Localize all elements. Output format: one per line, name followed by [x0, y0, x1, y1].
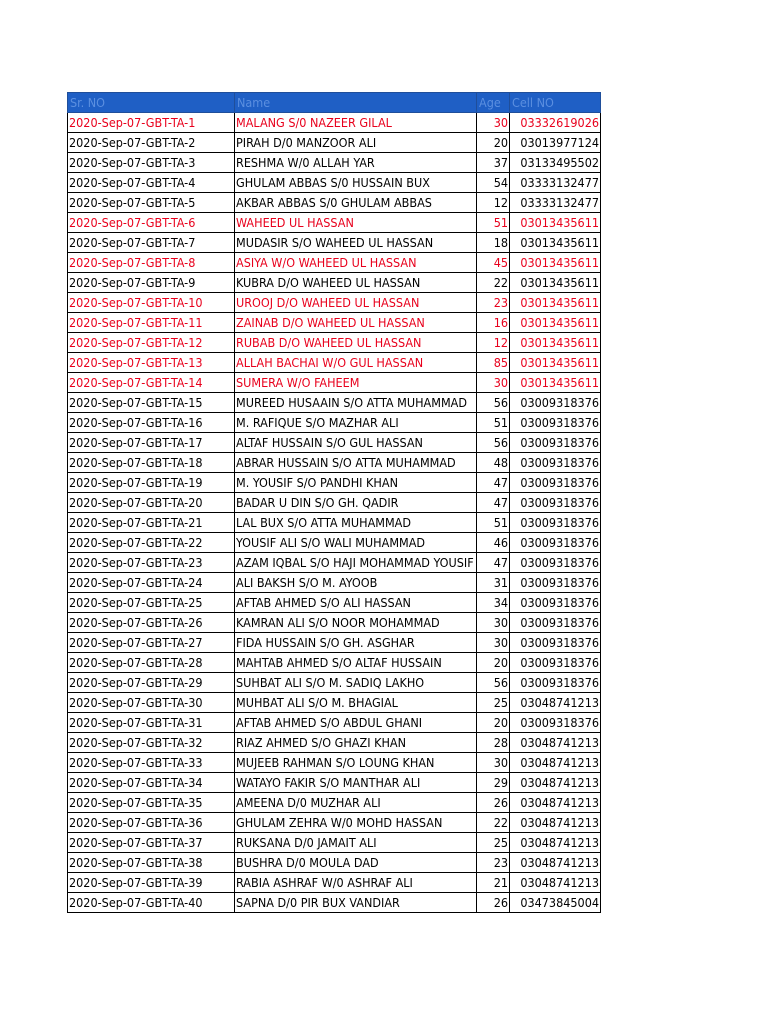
cell-age[interactable]: 31	[477, 573, 510, 593]
cell-phone[interactable]: 03009318376	[510, 473, 601, 493]
cell-phone[interactable]: 03009318376	[510, 513, 601, 533]
cell-age[interactable]: 30	[477, 113, 510, 133]
cell-name[interactable]: WAHEED UL HASSAN	[235, 213, 477, 233]
cell-sr-no[interactable]: 2020-Sep-07-GBT-TA-29	[68, 673, 235, 693]
cell-age[interactable]: 54	[477, 173, 510, 193]
cell-age[interactable]: 56	[477, 673, 510, 693]
table-body	[68, 113, 601, 913]
cell-age[interactable]: 34	[477, 593, 510, 613]
cell-name[interactable]: AFTAB AHMED S/O ALI HASSAN	[235, 593, 477, 613]
cell-phone[interactable]: 03009318376	[510, 493, 601, 513]
cell-age[interactable]: 30	[477, 613, 510, 633]
cell-name[interactable]: ALLAH BACHAI W/O GUL HASSAN	[235, 353, 477, 373]
table-row	[68, 753, 601, 773]
cell-sr-no[interactable]: 2020-Sep-07-GBT-TA-31	[68, 713, 235, 733]
cell-sr-no[interactable]: 2020-Sep-07-GBT-TA-8	[68, 253, 235, 273]
table-row	[68, 173, 601, 193]
cell-name[interactable]: AZAM IQBAL S/O HAJI MOHAMMAD YOUSIF	[235, 553, 477, 573]
cell-name[interactable]: SUMERA W/O FAHEEM	[235, 373, 477, 393]
cell-phone[interactable]: 03048741213	[510, 813, 601, 833]
cell-age[interactable]: 47	[477, 493, 510, 513]
cell-name[interactable]: RABIA ASHRAF W/0 ASHRAF ALI	[235, 873, 477, 893]
cell-age[interactable]: 16	[477, 313, 510, 333]
cell-age[interactable]: 30	[477, 373, 510, 393]
cell-sr-no[interactable]: 2020-Sep-07-GBT-TA-7	[68, 233, 235, 253]
cell-sr-no[interactable]: 2020-Sep-07-GBT-TA-27	[68, 633, 235, 653]
cell-name[interactable]: ABRAR HUSSAIN S/O ATTA MUHAMMAD	[235, 453, 477, 473]
cell-sr-no[interactable]: 2020-Sep-07-GBT-TA-13	[68, 353, 235, 373]
table-row	[68, 233, 601, 253]
cell-phone[interactable]: 03048741213	[510, 793, 601, 813]
table-row	[68, 553, 601, 573]
cell-sr-no[interactable]: 2020-Sep-07-GBT-TA-2	[68, 133, 235, 153]
table-row	[68, 333, 601, 353]
cell-phone[interactable]: 03013435611	[510, 373, 601, 393]
cell-name[interactable]: AKBAR ABBAS S/0 GHULAM ABBAS	[235, 193, 477, 213]
cell-phone[interactable]: 03013435611	[510, 273, 601, 293]
cell-name[interactable]: ASIYA W/O WAHEED UL HASSAN	[235, 253, 477, 273]
cell-phone[interactable]: 03013435611	[510, 233, 601, 253]
table-row	[68, 533, 601, 553]
cell-age[interactable]: 23	[477, 293, 510, 313]
table-row	[68, 133, 601, 153]
cell-sr-no[interactable]: 2020-Sep-07-GBT-TA-5	[68, 193, 235, 213]
table-row	[68, 613, 601, 633]
cell-name[interactable]: MUDASIR S/O WAHEED UL HASSAN	[235, 233, 477, 253]
table-row	[68, 513, 601, 533]
cell-sr-no[interactable]: 2020-Sep-07-GBT-TA-39	[68, 873, 235, 893]
cell-sr-no[interactable]: 2020-Sep-07-GBT-TA-40	[68, 893, 235, 913]
cell-sr-no[interactable]: 2020-Sep-07-GBT-TA-32	[68, 733, 235, 753]
cell-phone[interactable]: 03009318376	[510, 593, 601, 613]
table-row	[68, 393, 601, 413]
table-row	[68, 273, 601, 293]
cell-phone[interactable]: 03332619026	[510, 113, 601, 133]
table-row	[68, 873, 601, 893]
cell-age[interactable]: 56	[477, 393, 510, 413]
table-row	[68, 113, 601, 133]
cell-sr-no[interactable]: 2020-Sep-07-GBT-TA-21	[68, 513, 235, 533]
cell-phone[interactable]: 03009318376	[510, 533, 601, 553]
cell-sr-no[interactable]: 2020-Sep-07-GBT-TA-15	[68, 393, 235, 413]
cell-age[interactable]: 51	[477, 413, 510, 433]
cell-name[interactable]: UROOJ D/O WAHEED UL HASSAN	[235, 293, 477, 313]
cell-phone[interactable]: 03013435611	[510, 353, 601, 373]
table-row	[68, 893, 601, 913]
cell-age[interactable]: 30	[477, 753, 510, 773]
cell-name[interactable]: ALI BAKSH S/O M. AYOOB	[235, 573, 477, 593]
cell-age[interactable]: 20	[477, 133, 510, 153]
cell-sr-no[interactable]: 2020-Sep-07-GBT-TA-14	[68, 373, 235, 393]
table-row	[68, 293, 601, 313]
table-row	[68, 773, 601, 793]
cell-age[interactable]: 25	[477, 833, 510, 853]
cell-phone[interactable]: 03048741213	[510, 873, 601, 893]
table-row	[68, 433, 601, 453]
cell-phone[interactable]: 03009318376	[510, 653, 601, 673]
cell-name[interactable]: PIRAH D/0 MANZOOR ALI	[235, 133, 477, 153]
cell-age[interactable]: 12	[477, 333, 510, 353]
cell-phone[interactable]: 03013435611	[510, 213, 601, 233]
cell-name[interactable]: KAMRAN ALI S/O NOOR MOHAMMAD	[235, 613, 477, 633]
cell-name[interactable]: LAL BUX S/O ATTA MUHAMMAD	[235, 513, 477, 533]
cell-name[interactable]: MUJEEB RAHMAN S/O LOUNG KHAN	[235, 753, 477, 773]
cell-age[interactable]: 37	[477, 153, 510, 173]
cell-name[interactable]: RESHMA W/0 ALLAH YAR	[235, 153, 477, 173]
cell-phone[interactable]: 03009318376	[510, 433, 601, 453]
cell-name[interactable]: ZAINAB D/O WAHEED UL HASSAN	[235, 313, 477, 333]
cell-phone[interactable]: 03009318376	[510, 413, 601, 433]
cell-age[interactable]: 26	[477, 793, 510, 813]
cell-sr-no[interactable]: 2020-Sep-07-GBT-TA-22	[68, 533, 235, 553]
cell-age[interactable]: 51	[477, 513, 510, 533]
cell-age[interactable]: 25	[477, 693, 510, 713]
table-row	[68, 633, 601, 653]
cell-phone[interactable]: 03333132477	[510, 193, 601, 213]
cell-sr-no[interactable]: 2020-Sep-07-GBT-TA-20	[68, 493, 235, 513]
cell-phone[interactable]: 03133495502	[510, 153, 601, 173]
cell-phone[interactable]: 03048741213	[510, 733, 601, 753]
data-table	[67, 92, 601, 913]
cell-phone[interactable]: 03013977124	[510, 133, 601, 153]
cell-sr-no[interactable]: 2020-Sep-07-GBT-TA-26	[68, 613, 235, 633]
table-row	[68, 793, 601, 813]
cell-sr-no[interactable]: 2020-Sep-07-GBT-TA-33	[68, 753, 235, 773]
cell-sr-no[interactable]: 2020-Sep-07-GBT-TA-19	[68, 473, 235, 493]
cell-name[interactable]: MAHTAB AHMED S/O ALTAF HUSSAIN	[235, 653, 477, 673]
cell-phone[interactable]: 03048741213	[510, 853, 601, 873]
cell-name[interactable]: M. YOUSIF S/O PANDHI KHAN	[235, 473, 477, 493]
cell-name[interactable]: M. RAFIQUE S/O MAZHAR ALI	[235, 413, 477, 433]
cell-sr-no[interactable]: 2020-Sep-07-GBT-TA-12	[68, 333, 235, 353]
cell-name[interactable]: FIDA HUSSAIN S/O GH. ASGHAR	[235, 633, 477, 653]
cell-age[interactable]: 21	[477, 873, 510, 893]
cell-sr-no[interactable]: 2020-Sep-07-GBT-TA-17	[68, 433, 235, 453]
table-row	[68, 673, 601, 693]
cell-sr-no[interactable]: 2020-Sep-07-GBT-TA-24	[68, 573, 235, 593]
cell-age[interactable]: 47	[477, 473, 510, 493]
cell-name[interactable]: MALANG S/0 NAZEER GILAL	[235, 113, 477, 133]
table-row	[68, 573, 601, 593]
cell-age[interactable]: 26	[477, 893, 510, 913]
cell-name[interactable]: GHULAM ABBAS S/0 HUSSAIN BUX	[235, 173, 477, 193]
cell-phone[interactable]: 03013435611	[510, 253, 601, 273]
cell-name[interactable]: ALTAF HUSSAIN S/O GUL HASSAN	[235, 433, 477, 453]
header-row	[68, 93, 601, 113]
table-row	[68, 733, 601, 753]
cell-name[interactable]: AMEENA D/0 MUZHAR ALI	[235, 793, 477, 813]
cell-phone[interactable]: 03009318376	[510, 613, 601, 633]
table-row	[68, 193, 601, 213]
cell-age[interactable]: 18	[477, 233, 510, 253]
cell-age[interactable]: 23	[477, 853, 510, 873]
cell-sr-no[interactable]: 2020-Sep-07-GBT-TA-3	[68, 153, 235, 173]
cell-age[interactable]: 22	[477, 813, 510, 833]
cell-phone[interactable]: 03013435611	[510, 313, 601, 333]
cell-phone[interactable]: 03013435611	[510, 293, 601, 313]
cell-name[interactable]: MUREED HUSAAIN S/O ATTA MUHAMMAD	[235, 393, 477, 413]
cell-name[interactable]: AFTAB AHMED S/O ABDUL GHANI	[235, 713, 477, 733]
cell-sr-no[interactable]: 2020-Sep-07-GBT-TA-35	[68, 793, 235, 813]
cell-sr-no[interactable]: 2020-Sep-07-GBT-TA-25	[68, 593, 235, 613]
cell-name[interactable]: RIAZ AHMED S/O GHAZI KHAN	[235, 733, 477, 753]
cell-sr-no[interactable]: 2020-Sep-07-GBT-TA-34	[68, 773, 235, 793]
header-age[interactable]: Age	[477, 93, 510, 113]
cell-sr-no[interactable]: 2020-Sep-07-GBT-TA-23	[68, 553, 235, 573]
cell-name[interactable]: MUHBAT ALI S/O M. BHAGIAL	[235, 693, 477, 713]
cell-name[interactable]: SUHBAT ALI S/O M. SADIQ LAKHO	[235, 673, 477, 693]
header-cell-no[interactable]: Cell NO	[510, 93, 601, 113]
table-row	[68, 413, 601, 433]
cell-name[interactable]: SAPNA D/0 PIR BUX VANDIAR	[235, 893, 477, 913]
table-row	[68, 253, 601, 273]
cell-age[interactable]: 29	[477, 773, 510, 793]
cell-sr-no[interactable]: 2020-Sep-07-GBT-TA-9	[68, 273, 235, 293]
table-row	[68, 473, 601, 493]
cell-age[interactable]: 28	[477, 733, 510, 753]
cell-age[interactable]: 20	[477, 713, 510, 733]
table-row	[68, 833, 601, 853]
cell-name[interactable]: YOUSIF ALI S/O WALI MUHAMMAD	[235, 533, 477, 553]
cell-sr-no[interactable]: 2020-Sep-07-GBT-TA-10	[68, 293, 235, 313]
cell-age[interactable]: 46	[477, 533, 510, 553]
cell-phone[interactable]: 03009318376	[510, 553, 601, 573]
cell-sr-no[interactable]: 2020-Sep-07-GBT-TA-36	[68, 813, 235, 833]
cell-phone[interactable]: 03048741213	[510, 833, 601, 853]
cell-sr-no[interactable]: 2020-Sep-07-GBT-TA-1	[68, 113, 235, 133]
cell-name[interactable]: RUBAB D/O WAHEED UL HASSAN	[235, 333, 477, 353]
cell-sr-no[interactable]: 2020-Sep-07-GBT-TA-37	[68, 833, 235, 853]
cell-sr-no[interactable]: 2020-Sep-07-GBT-TA-16	[68, 413, 235, 433]
table-row	[68, 593, 601, 613]
table-row	[68, 373, 601, 393]
header-name[interactable]: Name	[235, 93, 477, 113]
cell-sr-no[interactable]: 2020-Sep-07-GBT-TA-30	[68, 693, 235, 713]
cell-sr-no[interactable]: 2020-Sep-07-GBT-TA-11	[68, 313, 235, 333]
cell-phone[interactable]: 03009318376	[510, 673, 601, 693]
table-row	[68, 313, 601, 333]
cell-phone[interactable]: 03009318376	[510, 453, 601, 473]
cell-phone[interactable]: 03009318376	[510, 573, 601, 593]
cell-age[interactable]: 45	[477, 253, 510, 273]
cell-phone[interactable]: 03473845004	[510, 893, 601, 913]
table-row	[68, 653, 601, 673]
cell-age[interactable]: 30	[477, 633, 510, 653]
table-row	[68, 853, 601, 873]
cell-sr-no[interactable]: 2020-Sep-07-GBT-TA-6	[68, 213, 235, 233]
cell-age[interactable]: 22	[477, 273, 510, 293]
cell-name[interactable]: BUSHRA D/0 MOULA DAD	[235, 853, 477, 873]
cell-sr-no[interactable]: 2020-Sep-07-GBT-TA-28	[68, 653, 235, 673]
cell-phone[interactable]: 03048741213	[510, 773, 601, 793]
cell-sr-no[interactable]: 2020-Sep-07-GBT-TA-38	[68, 853, 235, 873]
table-row	[68, 153, 601, 173]
cell-sr-no[interactable]: 2020-Sep-07-GBT-TA-18	[68, 453, 235, 473]
cell-age[interactable]: 56	[477, 433, 510, 453]
table-row	[68, 453, 601, 473]
cell-phone[interactable]: 03013435611	[510, 333, 601, 353]
header-sr-no[interactable]: Sr. NO	[68, 93, 235, 113]
table-row	[68, 493, 601, 513]
cell-age[interactable]: 51	[477, 213, 510, 233]
table-row	[68, 813, 601, 833]
table-row	[68, 693, 601, 713]
cell-age[interactable]: 48	[477, 453, 510, 473]
table-row	[68, 713, 601, 733]
cell-phone[interactable]: 03333132477	[510, 173, 601, 193]
cell-age[interactable]: 85	[477, 353, 510, 373]
cell-phone[interactable]: 03048741213	[510, 693, 601, 713]
cell-age[interactable]: 47	[477, 553, 510, 573]
cell-phone[interactable]: 03009318376	[510, 713, 601, 733]
cell-name[interactable]: KUBRA D/O WAHEED UL HASSAN	[235, 273, 477, 293]
table-row	[68, 213, 601, 233]
cell-name[interactable]: RUKSANA D/0 JAMAIT ALI	[235, 833, 477, 853]
cell-sr-no[interactable]: 2020-Sep-07-GBT-TA-4	[68, 173, 235, 193]
cell-name[interactable]: WATAYO FAKIR S/O MANTHAR ALI	[235, 773, 477, 793]
cell-phone[interactable]: 03009318376	[510, 633, 601, 653]
table-row	[68, 353, 601, 373]
cell-name[interactable]: BADAR U DIN S/O GH. QADIR	[235, 493, 477, 513]
cell-age[interactable]: 12	[477, 193, 510, 213]
cell-phone[interactable]: 03048741213	[510, 753, 601, 773]
cell-phone[interactable]: 03009318376	[510, 393, 601, 413]
cell-age[interactable]: 20	[477, 653, 510, 673]
cell-name[interactable]: GHULAM ZEHRA W/0 MOHD HASSAN	[235, 813, 477, 833]
